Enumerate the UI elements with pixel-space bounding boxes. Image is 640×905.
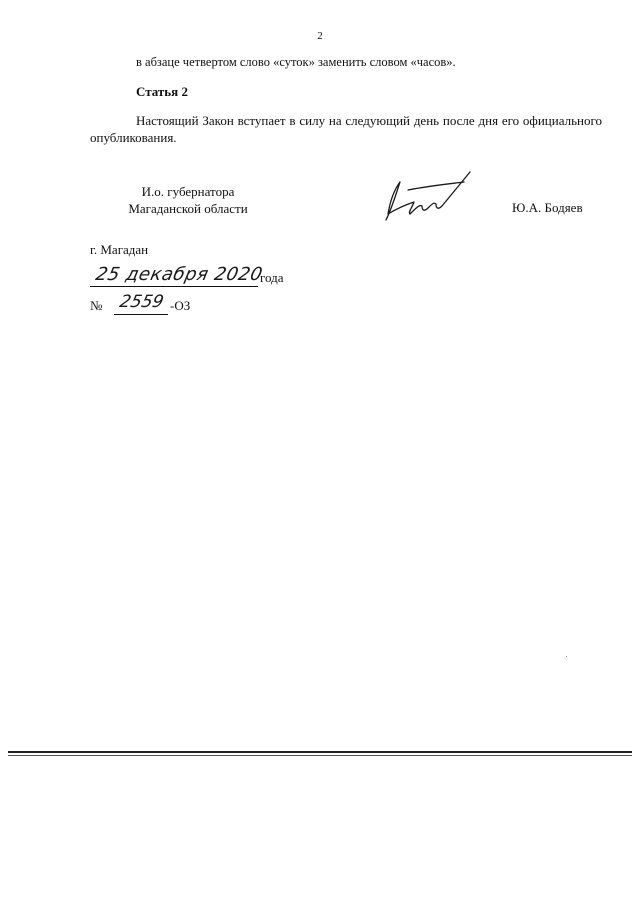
number-handwritten: 2559 xyxy=(117,292,166,312)
law-number xyxy=(90,292,230,318)
signatory-title-line1: И.о. губернатора xyxy=(141,184,235,199)
article-text: Настоящий Закон вступает в силу на следующий день после дня его официального опубликования. xyxy=(90,113,602,145)
signing-date xyxy=(90,264,310,290)
scan-speck xyxy=(566,656,567,657)
date-suffix: года xyxy=(260,270,284,285)
number-suffix: -ОЗ xyxy=(170,298,191,313)
signatory-title-line2: Магаданской области xyxy=(128,201,248,216)
page-number: 2 xyxy=(317,30,323,42)
signatory-title xyxy=(118,183,258,217)
date-underline xyxy=(90,286,258,287)
footer-rule xyxy=(8,751,632,753)
date-handwritten: 25 декабря 2020 xyxy=(93,264,265,285)
amendment-line: в абзаце четвертом слово «суток» заменить словом «часов». xyxy=(136,55,456,69)
signatory-name: Ю.А. Бодяев xyxy=(512,200,583,215)
number-sign: № xyxy=(90,298,103,313)
place: г. Магадан xyxy=(90,242,149,257)
number-underline xyxy=(114,314,168,315)
handwritten-signature xyxy=(378,168,478,228)
article-heading: Статья 2 xyxy=(136,84,188,99)
footer-rule-secondary xyxy=(8,755,632,756)
